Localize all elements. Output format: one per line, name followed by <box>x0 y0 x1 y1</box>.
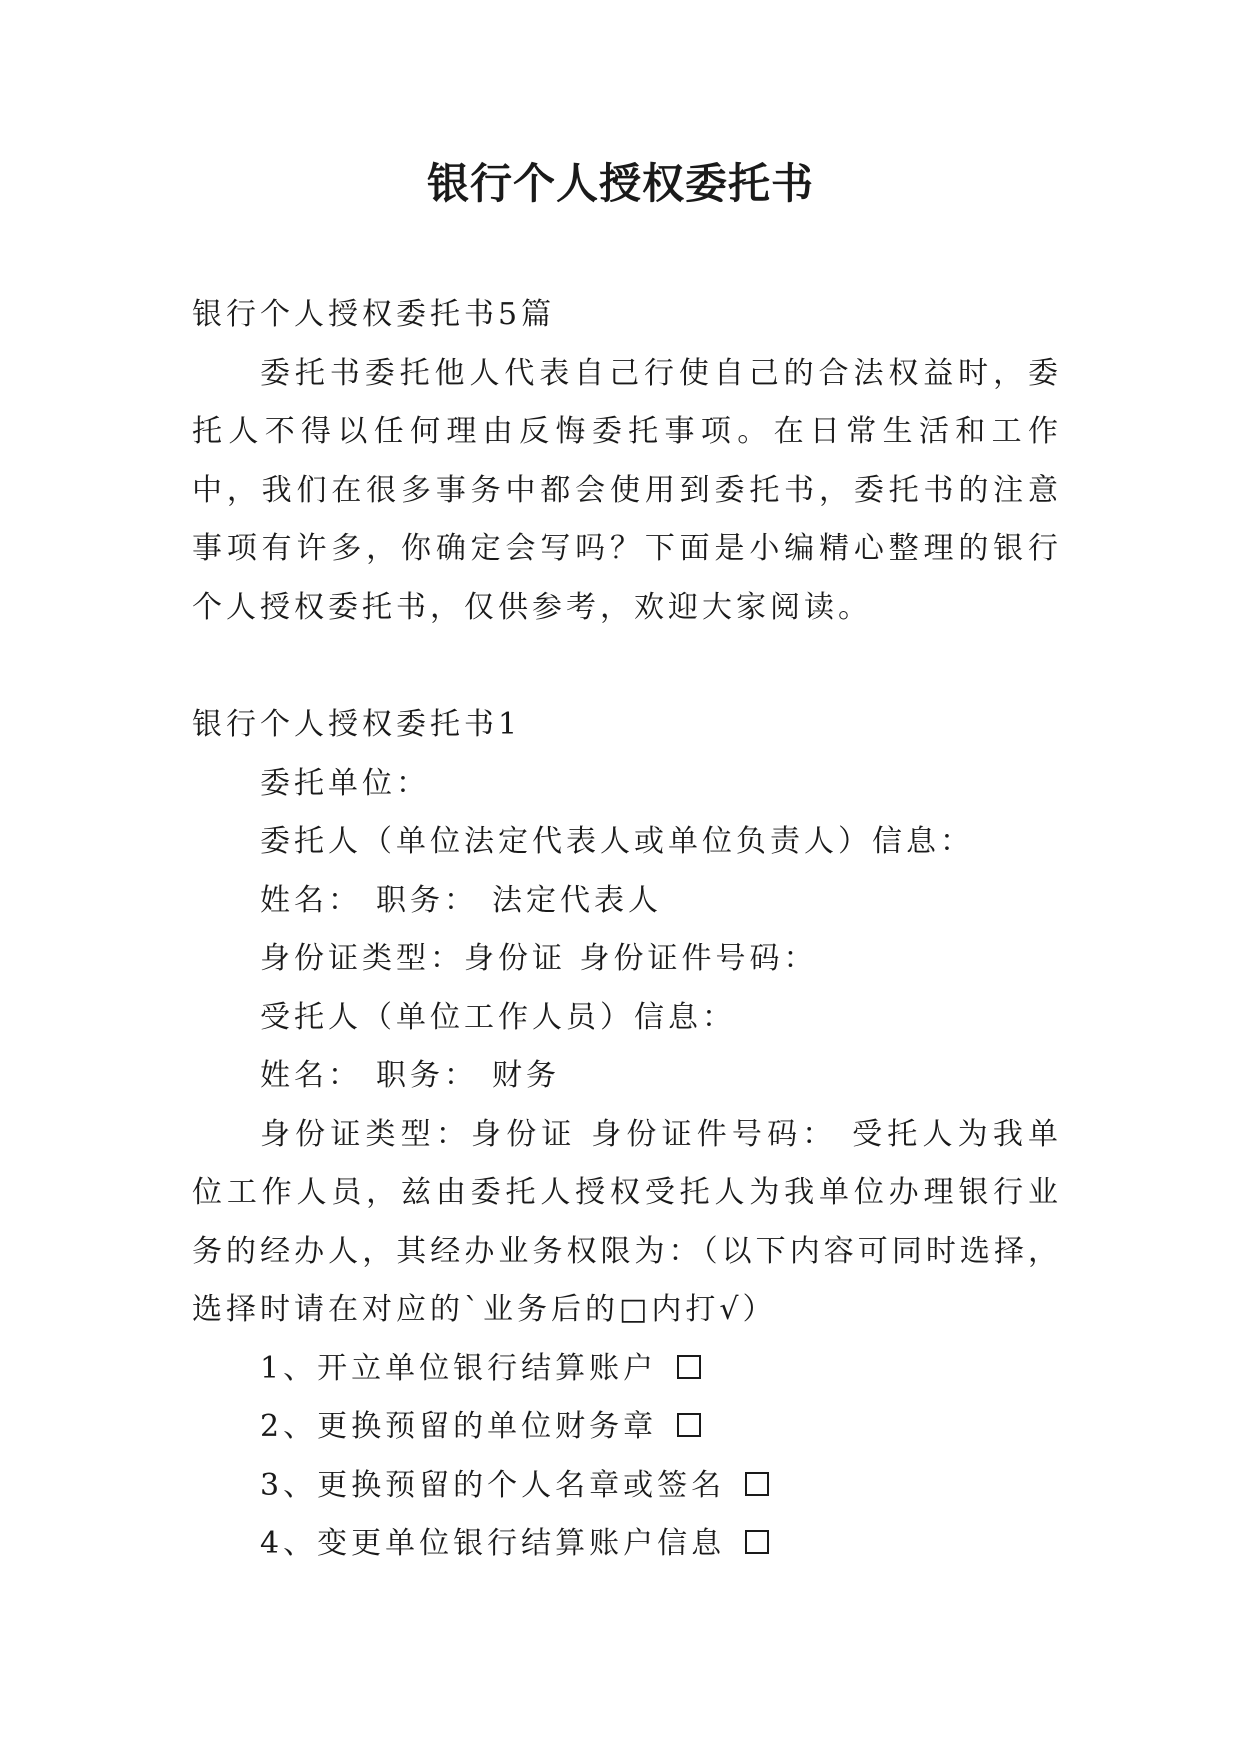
intro-paragraph: 委托书委托他人代表自己行使自己的合法权益时，委托人不得以任何理由反悔委托事项。在日常生活和工作中，我们在很多事务中都会使用到委托书，委托书的注意事项有许多，你确定会写吗？下面是小编精心整理的银行个人授权委托书，仅供参考，欢迎大家阅读。 <box>192 355 1062 625</box>
section-1 <box>192 696 1062 1574</box>
intro-heading: 银行个人授权委托书5篇 <box>192 297 556 332</box>
authority-checkbox[interactable] <box>745 1530 769 1554</box>
authority-item-label: 1、开立单位银行结算账户 <box>260 1350 658 1386</box>
agent-position-label: 职务： <box>376 1058 478 1093</box>
authority-checkbox[interactable] <box>745 1472 769 1496</box>
authority-item <box>192 1398 1062 1457</box>
section-heading: 银行个人授权委托书1 <box>192 707 522 742</box>
entrusting-unit-line: 委托单位： <box>260 765 430 801</box>
authority-checkbox[interactable] <box>677 1355 701 1379</box>
principal-info-line: 委托人（单位法定代表人或单位负责人）信息： <box>260 824 974 859</box>
agent-position-value: 财务 <box>492 1058 560 1093</box>
document-title: 银行个人授权委托书 <box>426 159 814 208</box>
principal-position-label: 职务： <box>376 882 478 918</box>
authority-checkbox[interactable] <box>677 1413 701 1437</box>
agent-name-line <box>192 1047 1062 1106</box>
intro-section <box>192 286 1062 637</box>
agent-paragraph: 身份证类型：身份证 身份证件号码： 受托人为我单位工作人员，兹由委托人授权受托人为我单位办理银行业务的经办人，其经办业务权限为：（以下内容可同时选择，选择时请在对应的`业务后的□内打√） <box>192 1116 1062 1327</box>
principal-name-label: 姓名： <box>260 882 362 918</box>
agent-name-label: 姓名： <box>260 1058 362 1093</box>
authority-item-label: 4、变更单位银行结算账户信息 <box>260 1526 726 1561</box>
authority-item-label: 2、更换预留的单位财务章 <box>260 1409 658 1444</box>
authority-item <box>192 1515 1062 1574</box>
principal-name-line <box>192 872 1062 931</box>
authority-item <box>192 1340 1062 1399</box>
agent-info-line: 受托人（单位工作人员）信息： <box>260 999 736 1035</box>
principal-position-value: 法定代表人 <box>492 882 662 918</box>
authority-item <box>192 1457 1062 1516</box>
principal-id-line: 身份证类型：身份证 身份证件号码： <box>260 941 818 976</box>
authority-item-label: 3、更换预留的个人名章或签名 <box>260 1467 726 1503</box>
